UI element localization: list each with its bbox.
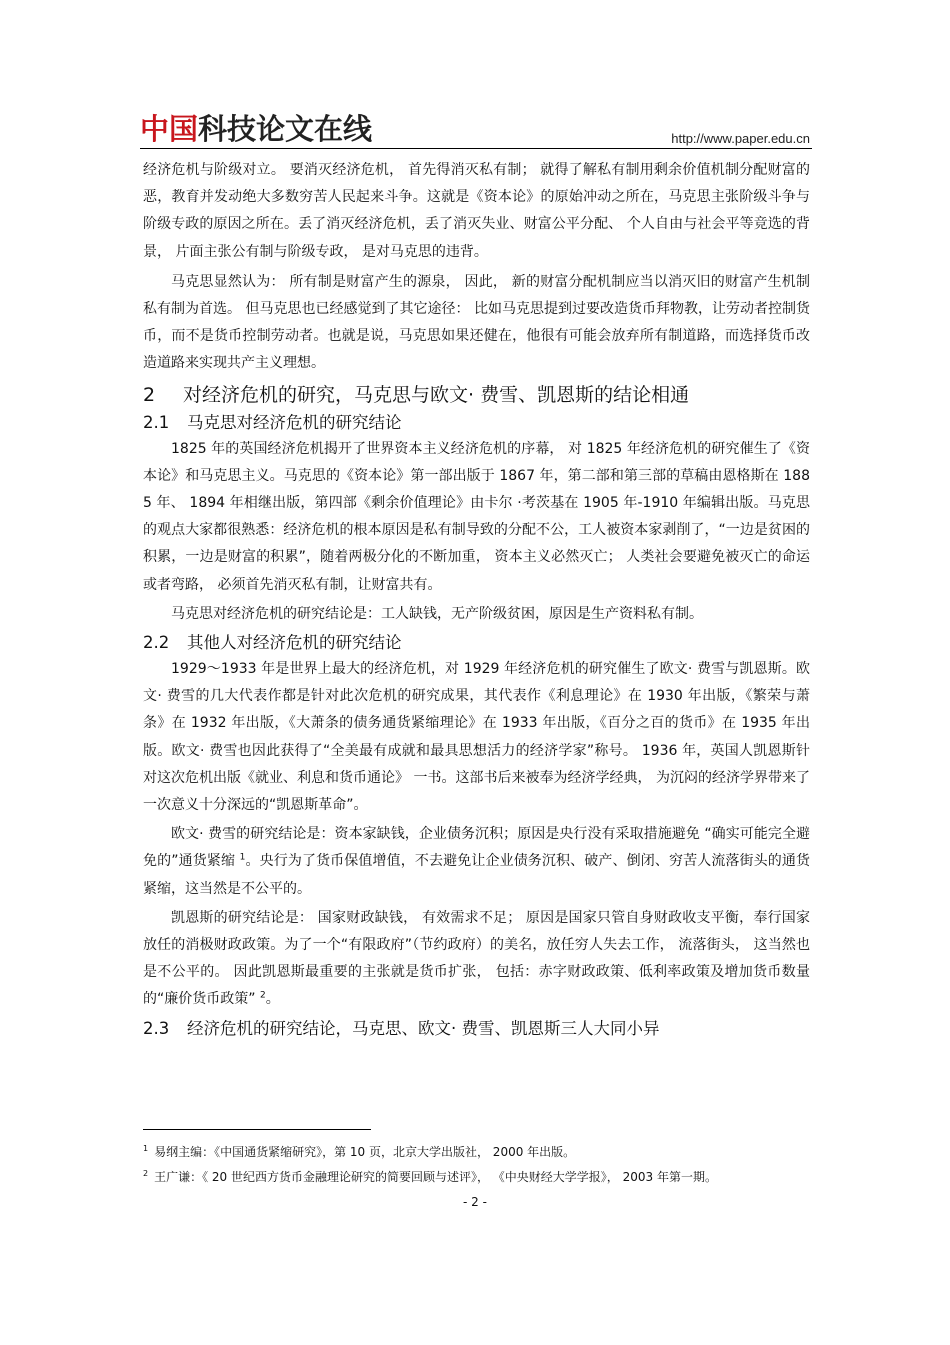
footnote-mark: 1	[143, 1144, 149, 1153]
page-body	[143, 157, 810, 1042]
section-2-heading	[143, 380, 810, 410]
section-title: 对经济危机的研究，马克思与欧文· 费雪、凯恩斯的结论相通	[183, 383, 690, 406]
footnote-mark: 2	[143, 1169, 149, 1178]
section-2-2-heading	[143, 630, 810, 656]
paragraph-6	[143, 821, 810, 903]
paragraph-2: 马克思显然认为： 所有制是财富产生的源泉， 因此， 新的财富分配机制应当以消灭旧的财富产生机制私有制为首选。 但马克思也已经感觉到了其它途径： 比如马克思提到过要改造货币拜物教，让劳动者控制货币，而不是货币控制劳动者。也就是说，马克思如果还健在，他很有可能会放弃所有制道路，而选择货币改造道路来实现共产主义理想。	[143, 273, 810, 372]
site-url[interactable]: http://www.paper.edu.cn	[671, 131, 810, 146]
page-number: - 2 -	[463, 1195, 487, 1209]
footnote-ref-2[interactable]: 2	[259, 990, 266, 1001]
section-number: 2	[143, 383, 156, 406]
header-rule	[140, 148, 812, 149]
footnotes	[143, 1140, 810, 1190]
paragraph-1: 经济危机与阶级对立。 要消灭经济危机， 首先得消灭私有制； 就得了解私有制用剩余价值机制分配财富的恶，教育并发动绝大多数穷苦人民起来斗争。这就是《资本论》的原始冲动之所在，马克思主张阶级斗争与阶级专政的原因之所在。丢了消灭经济危机，丢了消灭失业、财富公平分配、 个人自由与社会平等竞选的背景， 片面主张公有制与阶级专政， 是对马克思的违背。	[143, 162, 810, 260]
site-logo	[140, 112, 372, 146]
paragraph-4: 马克思对经济危机的研究结论是：工人缺钱，无产阶级贫困，原因是生产资料私有制。	[171, 605, 703, 622]
section-number: 2.2	[143, 633, 170, 653]
section-title: 其他人对经济危机的研究结论	[187, 633, 402, 653]
section-2-3-heading	[143, 1016, 810, 1042]
footnote-1	[143, 1140, 810, 1165]
footnote-rule	[143, 1129, 371, 1130]
footnote-ref-1[interactable]: 1	[239, 852, 246, 863]
footnote-2	[143, 1165, 810, 1190]
paragraph-3: 1825 年的英国经济危机揭开了世界资本主义经济危机的序幕， 对 1825 年经济危机的研究催生了《资本论》和马克思主义。马克思的《资本论》第一部出版于 1867 年，第二部和第三部的草稿由恩格斯在 1885 年、 1894 年相继出版，第四部《剩余价值理论》由卡尔 ·考茨基在 1905 年-1910 年编辑出版。马克思的观点大家都很熟悉：经济危机的根本原因是私有制导致的分配不公，工人被资本家剥削了，“一边是贫困的积累，一边是财富的积累”，随着两极分化的不断加重， 资本主义必然灭亡； 人类社会要避免被灭亡的命运或者弯路， 必须首先消灭私有制，让财富共有。	[143, 440, 810, 593]
paragraph-7	[143, 905, 810, 1014]
paragraph-5: 1929～1933 年是世界上最大的经济危机，对 1929 年经济危机的研究催生了欧文· 费雪与凯恩斯。欧文· 费雪的几大代表作都是针对此次危机的研究成果，其代表作《利息理论》在 1930 年出版，《繁荣与萧条》在 1932 年出版，《大萧条的债务通货紧缩理论》在 1933 年出版，《百分之百的货币》在 1935 年出版。欧文· 费雪也因此获得了“全美最有成就和最具思想活力的经济学家”称号。 1936 年，英国人凯恩斯针对这次危机出版《就业、利息和货币通论》 一书。这部书后来被奉为经济学经典， 为沉闷的经济学界带来了一次意义十分深远的“凯恩斯革命”。	[143, 661, 810, 814]
paragraph-7-text-a: 凯恩斯的研究结论是： 国家财政缺钱， 有效需求不足； 原因是国家只管自身财政收支平衡，奉行国家放任的消极财政政策。为了一个“有限政府”（节约政府）的美名，放任穷人失去工作， 流落街头， 这当然也是不公平的。 因此凯恩斯最重要的主张就是货币扩张， 包括：赤字财政政策、低利率政策及增加货币数量的“廉价货币政策”	[143, 909, 810, 1008]
footnote-text: 易纲主编：《中国通货紧缩研究》，第 10 页，北京大学出版社， 2000 年出版。	[154, 1145, 576, 1159]
paragraph-7-text-b: 。	[265, 991, 280, 1008]
section-2-1-heading	[143, 410, 810, 436]
logo-part-dark: 科技论文在线	[198, 112, 373, 146]
footnote-text: 王广谦：《 20 世纪西方货币金融理论研究的简要回顾与述评》， 《中央财经大学学报》， 2003 年第一期。	[154, 1170, 717, 1184]
section-number: 2.3	[143, 1018, 170, 1038]
paragraph-6-text-a: 欧文· 费雪的研究结论是：资本家缺钱，企业债务沉积；原因是央行没有采取措施避免 “确实可能完全避免的”通货紧缩	[143, 826, 810, 870]
paragraph-6-text-b: 。央行为了货币保值增值，不去避免让企业债务沉积、破产、倒闭、穷苦人流落街头的通货紧缩，这当然是不公平的。	[143, 853, 811, 897]
section-title: 经济危机的研究结论，马克思、欧文· 费雪、凯恩斯三人大同小异	[187, 1018, 660, 1038]
section-title: 马克思对经济危机的研究结论	[187, 412, 402, 432]
logo-part-red: 中国	[140, 112, 199, 146]
section-number: 2.1	[143, 412, 170, 432]
